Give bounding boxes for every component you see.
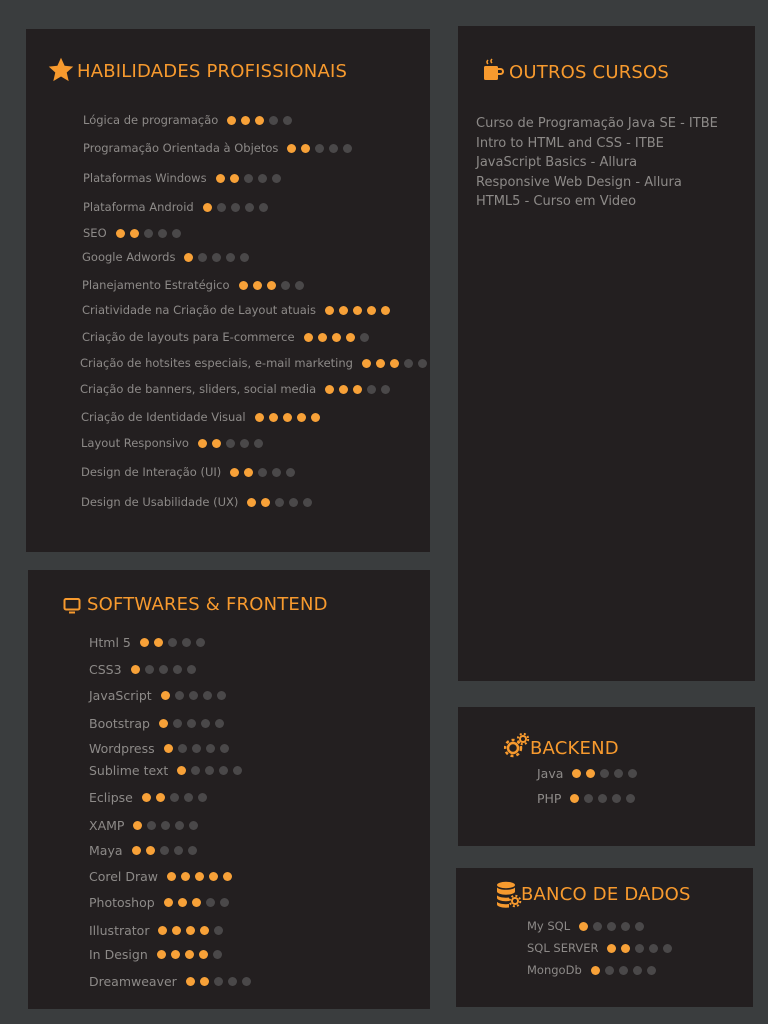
rating-dot-filled bbox=[301, 144, 310, 153]
rating-dot-empty bbox=[303, 498, 312, 507]
skill-row bbox=[89, 741, 234, 756]
rating-dot-empty bbox=[175, 691, 184, 700]
skill-rating bbox=[133, 821, 203, 830]
skill-row bbox=[82, 250, 254, 264]
rating-dot-empty bbox=[626, 794, 635, 803]
rating-dot-empty bbox=[281, 281, 290, 290]
rating-dot-empty bbox=[160, 846, 169, 855]
rating-dot-filled bbox=[177, 766, 186, 775]
rating-dot-empty bbox=[178, 744, 187, 753]
rating-dot-empty bbox=[663, 944, 672, 953]
rating-dot-empty bbox=[633, 966, 642, 975]
rating-dot-empty bbox=[418, 359, 427, 368]
skill-row bbox=[81, 465, 300, 479]
rating-dot-filled bbox=[171, 950, 180, 959]
skill-row bbox=[83, 226, 186, 240]
rating-dot-empty bbox=[245, 203, 254, 212]
skill-label: Criatividade na Criação de Layout atuais bbox=[82, 303, 316, 317]
skill-label: My SQL bbox=[527, 919, 571, 933]
skill-row bbox=[89, 947, 227, 962]
skill-rating bbox=[164, 744, 234, 753]
rating-dot-empty bbox=[184, 793, 193, 802]
rating-dot-empty bbox=[187, 665, 196, 674]
rating-dot-empty bbox=[182, 638, 191, 647]
rating-dot-filled bbox=[325, 306, 334, 315]
skill-label: SEO bbox=[83, 226, 107, 240]
rating-dot-empty bbox=[170, 793, 179, 802]
skill-label: SQL SERVER bbox=[527, 941, 599, 955]
rating-dot-filled bbox=[311, 413, 320, 422]
rating-dot-filled bbox=[230, 468, 239, 477]
rating-dot-empty bbox=[220, 898, 229, 907]
rating-dot-filled bbox=[164, 744, 173, 753]
rating-dot-empty bbox=[295, 281, 304, 290]
skill-label: Maya bbox=[89, 843, 123, 858]
skill-row bbox=[89, 790, 212, 805]
skill-rating bbox=[164, 898, 234, 907]
rating-dot-empty bbox=[286, 468, 295, 477]
outros-cursos-panel bbox=[458, 26, 755, 681]
rating-dot-empty bbox=[607, 922, 616, 931]
rating-dot-filled bbox=[216, 174, 225, 183]
skill-rating bbox=[579, 922, 649, 931]
rating-dot-filled bbox=[367, 306, 376, 315]
rating-dot-empty bbox=[254, 439, 263, 448]
rating-dot-filled bbox=[325, 385, 334, 394]
skill-row bbox=[83, 113, 297, 127]
rating-dot-empty bbox=[189, 821, 198, 830]
rating-dot-empty bbox=[612, 794, 621, 803]
skill-row bbox=[527, 919, 649, 933]
rating-dot-filled bbox=[223, 872, 232, 881]
rating-dot-filled bbox=[198, 439, 207, 448]
rating-dot-empty bbox=[240, 439, 249, 448]
skill-row bbox=[89, 716, 229, 731]
rating-dot-filled bbox=[269, 413, 278, 422]
backend-title: BACKEND bbox=[530, 738, 619, 759]
skill-label: Plataforma Android bbox=[83, 200, 194, 214]
rating-dot-empty bbox=[343, 144, 352, 153]
rating-dot-empty bbox=[173, 665, 182, 674]
skill-row bbox=[89, 843, 202, 858]
rating-dot-filled bbox=[172, 926, 181, 935]
rating-dot-empty bbox=[649, 944, 658, 953]
skill-row bbox=[81, 410, 325, 424]
banco-title: BANCO DE DADOS bbox=[521, 884, 691, 905]
rating-dot-filled bbox=[283, 413, 292, 422]
rating-dot-empty bbox=[283, 116, 292, 125]
rating-dot-filled bbox=[116, 229, 125, 238]
rating-dot-filled bbox=[178, 898, 187, 907]
course-item: Curso de Programação Java SE - ITBE bbox=[476, 116, 718, 131]
skill-label: Criação de layouts para E-commerce bbox=[82, 330, 295, 344]
rating-dot-empty bbox=[226, 253, 235, 262]
rating-dot-empty bbox=[584, 794, 593, 803]
rating-dot-empty bbox=[240, 253, 249, 262]
rating-dot-empty bbox=[628, 769, 637, 778]
rating-dot-filled bbox=[261, 498, 270, 507]
rating-dot-empty bbox=[174, 846, 183, 855]
skill-label: Wordpress bbox=[89, 741, 155, 756]
rating-dot-filled bbox=[203, 203, 212, 212]
rating-dot-empty bbox=[272, 468, 281, 477]
skill-rating bbox=[287, 144, 357, 153]
skill-rating bbox=[325, 385, 395, 394]
habilidades-title: HABILIDADES PROFISSIONAIS bbox=[77, 61, 348, 82]
skill-row bbox=[527, 941, 677, 955]
rating-dot-empty bbox=[187, 719, 196, 728]
course-item: Intro to HTML and CSS - ITBE bbox=[476, 135, 664, 151]
skill-label: MongoDb bbox=[527, 963, 582, 977]
rating-dot-filled bbox=[572, 769, 581, 778]
rating-dot-empty bbox=[212, 253, 221, 262]
rating-dot-empty bbox=[175, 821, 184, 830]
rating-dot-empty bbox=[189, 691, 198, 700]
rating-dot-empty bbox=[619, 966, 628, 975]
skill-label: Eclipse bbox=[89, 790, 133, 805]
rating-dot-empty bbox=[205, 766, 214, 775]
skill-label: Google Adwords bbox=[82, 250, 176, 264]
skill-rating bbox=[158, 926, 228, 935]
rating-dot-filled bbox=[159, 719, 168, 728]
rating-dot-filled bbox=[570, 794, 579, 803]
rating-dot-empty bbox=[635, 922, 644, 931]
rating-dot-filled bbox=[244, 468, 253, 477]
skill-row bbox=[89, 818, 203, 833]
skill-row bbox=[89, 895, 234, 910]
skill-row bbox=[83, 141, 357, 155]
skill-rating bbox=[186, 977, 256, 986]
rating-dot-filled bbox=[167, 872, 176, 881]
rating-dot-filled bbox=[346, 333, 355, 342]
rating-dot-filled bbox=[181, 872, 190, 881]
rating-dot-empty bbox=[217, 203, 226, 212]
rating-dot-filled bbox=[184, 253, 193, 262]
skill-label: Photoshop bbox=[89, 895, 155, 910]
rating-dot-empty bbox=[289, 498, 298, 507]
rating-dot-filled bbox=[212, 439, 221, 448]
rating-dot-empty bbox=[233, 766, 242, 775]
skill-row bbox=[537, 791, 640, 806]
rating-dot-empty bbox=[191, 766, 200, 775]
skill-rating bbox=[159, 719, 229, 728]
cursos-list bbox=[476, 114, 718, 212]
skill-rating bbox=[198, 439, 268, 448]
rating-dot-filled bbox=[185, 950, 194, 959]
rating-dot-filled bbox=[255, 413, 264, 422]
rating-dot-filled bbox=[339, 306, 348, 315]
monitor-icon bbox=[63, 597, 81, 619]
rating-dot-filled bbox=[195, 872, 204, 881]
rating-dot-filled bbox=[131, 665, 140, 674]
skill-rating bbox=[591, 966, 661, 975]
rating-dot-filled bbox=[253, 281, 262, 290]
course-item: Responsive Web Design - Allura bbox=[476, 174, 682, 190]
skill-label: JavaScript bbox=[89, 688, 152, 703]
rating-dot-filled bbox=[199, 950, 208, 959]
rating-dot-empty bbox=[213, 950, 222, 959]
rating-dot-empty bbox=[367, 385, 376, 394]
skill-label: Plataformas Windows bbox=[83, 171, 207, 185]
rating-dot-filled bbox=[318, 333, 327, 342]
rating-dot-filled bbox=[362, 359, 371, 368]
rating-dot-filled bbox=[227, 116, 236, 125]
skill-label: In Design bbox=[89, 947, 148, 962]
rating-dot-filled bbox=[186, 977, 195, 986]
rating-dot-empty bbox=[158, 229, 167, 238]
rating-dot-empty bbox=[198, 253, 207, 262]
skill-label: Criação de hotsites especiais, e-mail marketing bbox=[80, 356, 353, 370]
skill-rating bbox=[116, 229, 186, 238]
skill-row bbox=[537, 766, 642, 781]
rating-dot-empty bbox=[360, 333, 369, 342]
rating-dot-filled bbox=[353, 385, 362, 394]
rating-dot-filled bbox=[146, 846, 155, 855]
rating-dot-filled bbox=[209, 872, 218, 881]
skill-label: XAMP bbox=[89, 818, 125, 833]
rating-dot-filled bbox=[267, 281, 276, 290]
skill-rating bbox=[216, 174, 286, 183]
rating-dot-empty bbox=[206, 744, 215, 753]
rating-dot-filled bbox=[332, 333, 341, 342]
softwares-title: SOFTWARES & FRONTEND bbox=[87, 594, 328, 615]
rating-dot-filled bbox=[133, 821, 142, 830]
rating-dot-filled bbox=[247, 498, 256, 507]
rating-dot-empty bbox=[593, 922, 602, 931]
skill-row bbox=[82, 330, 374, 344]
rating-dot-empty bbox=[220, 744, 229, 753]
rating-dot-filled bbox=[164, 898, 173, 907]
rating-dot-filled bbox=[339, 385, 348, 394]
skill-row bbox=[80, 356, 432, 370]
skill-rating bbox=[255, 413, 325, 422]
rating-dot-empty bbox=[404, 359, 413, 368]
rating-dot-empty bbox=[192, 744, 201, 753]
skill-label: Criação de Identidade Visual bbox=[81, 410, 246, 424]
rating-dot-empty bbox=[272, 174, 281, 183]
rating-dot-filled bbox=[579, 922, 588, 931]
skill-rating bbox=[325, 306, 395, 315]
rating-dot-empty bbox=[198, 793, 207, 802]
rating-dot-filled bbox=[297, 413, 306, 422]
skill-row bbox=[89, 974, 256, 989]
rating-dot-empty bbox=[147, 821, 156, 830]
rating-dot-empty bbox=[614, 769, 623, 778]
outros-cursos-title: OUTROS CURSOS bbox=[509, 62, 670, 83]
rating-dot-filled bbox=[156, 793, 165, 802]
skill-row bbox=[82, 303, 395, 317]
rating-dot-filled bbox=[239, 281, 248, 290]
rating-dot-filled bbox=[142, 793, 151, 802]
skill-rating bbox=[304, 333, 374, 342]
skill-row bbox=[81, 436, 268, 450]
rating-dot-empty bbox=[161, 821, 170, 830]
skill-rating bbox=[131, 665, 201, 674]
rating-dot-filled bbox=[390, 359, 399, 368]
skill-label: Design de Usabilidade (UX) bbox=[81, 495, 239, 509]
rating-dot-filled bbox=[186, 926, 195, 935]
rating-dot-filled bbox=[287, 144, 296, 153]
skill-rating bbox=[157, 950, 227, 959]
rating-dot-filled bbox=[161, 691, 170, 700]
rating-dot-filled bbox=[154, 638, 163, 647]
backend-panel bbox=[458, 707, 755, 846]
rating-dot-empty bbox=[275, 498, 284, 507]
rating-dot-filled bbox=[157, 950, 166, 959]
rating-dot-empty bbox=[621, 922, 630, 931]
rating-dot-empty bbox=[214, 926, 223, 935]
rating-dot-empty bbox=[228, 977, 237, 986]
skill-label: PHP bbox=[537, 791, 562, 806]
rating-dot-empty bbox=[329, 144, 338, 153]
skill-rating bbox=[230, 468, 300, 477]
rating-dot-empty bbox=[647, 966, 656, 975]
star-icon bbox=[47, 56, 75, 88]
rating-dot-filled bbox=[586, 769, 595, 778]
skill-row bbox=[89, 688, 231, 703]
skill-label: Criação de banners, sliders, social media bbox=[80, 382, 317, 396]
skill-row bbox=[83, 171, 286, 185]
rating-dot-filled bbox=[130, 229, 139, 238]
rating-dot-filled bbox=[381, 306, 390, 315]
rating-dot-filled bbox=[200, 977, 209, 986]
rating-dot-filled bbox=[353, 306, 362, 315]
rating-dot-empty bbox=[598, 794, 607, 803]
rating-dot-empty bbox=[215, 719, 224, 728]
skill-label: Bootstrap bbox=[89, 716, 150, 731]
skill-label: Java bbox=[537, 766, 564, 781]
skill-label: Programação Orientada à Objetos bbox=[83, 141, 279, 155]
skill-row bbox=[89, 763, 247, 778]
rating-dot-filled bbox=[200, 926, 209, 935]
skill-rating bbox=[227, 116, 297, 125]
rating-dot-empty bbox=[381, 385, 390, 394]
skill-rating bbox=[572, 769, 642, 778]
skill-rating bbox=[239, 281, 309, 290]
rating-dot-empty bbox=[635, 944, 644, 953]
skill-label: Lógica de programação bbox=[83, 113, 219, 127]
skill-label: Html 5 bbox=[89, 635, 131, 650]
rating-dot-empty bbox=[159, 665, 168, 674]
gears-icon bbox=[504, 732, 530, 762]
rating-dot-empty bbox=[188, 846, 197, 855]
rating-dot-empty bbox=[145, 665, 154, 674]
skill-rating bbox=[161, 691, 231, 700]
skill-rating bbox=[132, 846, 202, 855]
skill-rating bbox=[203, 203, 273, 212]
softwares-panel bbox=[28, 570, 430, 1009]
rating-dot-empty bbox=[144, 229, 153, 238]
rating-dot-empty bbox=[269, 116, 278, 125]
rating-dot-empty bbox=[600, 769, 609, 778]
habilidades-panel bbox=[26, 29, 430, 552]
rating-dot-empty bbox=[244, 174, 253, 183]
rating-dot-filled bbox=[255, 116, 264, 125]
skill-label: Sublime text bbox=[89, 763, 169, 778]
database-gear-icon bbox=[496, 881, 522, 913]
skill-rating bbox=[570, 794, 640, 803]
skill-rating bbox=[362, 359, 432, 368]
skill-label: Design de Interação (UI) bbox=[81, 465, 222, 479]
rating-dot-empty bbox=[214, 977, 223, 986]
skill-row bbox=[82, 278, 309, 292]
skill-rating bbox=[184, 253, 254, 262]
skill-row bbox=[527, 963, 661, 977]
rating-dot-empty bbox=[201, 719, 210, 728]
rating-dot-empty bbox=[172, 229, 181, 238]
skill-row bbox=[81, 495, 317, 509]
rating-dot-empty bbox=[258, 468, 267, 477]
skill-rating bbox=[167, 872, 237, 881]
skill-row bbox=[89, 869, 237, 884]
skill-row bbox=[80, 382, 395, 396]
course-item: HTML5 - Curso em Video bbox=[476, 194, 637, 209]
rating-dot-empty bbox=[259, 203, 268, 212]
rating-dot-empty bbox=[203, 691, 212, 700]
skill-label: Dreamweaver bbox=[89, 974, 177, 989]
rating-dot-filled bbox=[140, 638, 149, 647]
coffee-cup-icon bbox=[482, 58, 504, 86]
rating-dot-empty bbox=[168, 638, 177, 647]
rating-dot-filled bbox=[132, 846, 141, 855]
skill-rating bbox=[247, 498, 317, 507]
skill-label: Corel Draw bbox=[89, 869, 159, 884]
rating-dot-filled bbox=[192, 898, 201, 907]
skill-label: Planejamento Estratégico bbox=[82, 278, 230, 292]
skill-rating bbox=[177, 766, 247, 775]
rating-dot-filled bbox=[230, 174, 239, 183]
skill-row bbox=[89, 923, 228, 938]
rating-dot-empty bbox=[206, 898, 215, 907]
skill-label: Illustrator bbox=[89, 923, 150, 938]
rating-dot-empty bbox=[242, 977, 251, 986]
rating-dot-filled bbox=[376, 359, 385, 368]
skill-rating bbox=[607, 944, 677, 953]
rating-dot-filled bbox=[241, 116, 250, 125]
rating-dot-empty bbox=[605, 966, 614, 975]
skill-rating bbox=[142, 793, 212, 802]
rating-dot-filled bbox=[591, 966, 600, 975]
banco-panel bbox=[456, 868, 753, 1007]
course-item: JavaScript Basics - Allura bbox=[476, 155, 638, 170]
skill-label: CSS3 bbox=[89, 662, 122, 677]
skill-row bbox=[89, 662, 201, 677]
rating-dot-empty bbox=[196, 638, 205, 647]
rating-dot-empty bbox=[226, 439, 235, 448]
rating-dot-empty bbox=[217, 691, 226, 700]
skill-row bbox=[83, 200, 273, 214]
rating-dot-filled bbox=[607, 944, 616, 953]
rating-dot-filled bbox=[621, 944, 630, 953]
skill-rating bbox=[140, 638, 210, 647]
skill-row bbox=[89, 635, 210, 650]
rating-dot-filled bbox=[158, 926, 167, 935]
rating-dot-empty bbox=[219, 766, 228, 775]
rating-dot-empty bbox=[231, 203, 240, 212]
rating-dot-empty bbox=[258, 174, 267, 183]
rating-dot-filled bbox=[304, 333, 313, 342]
rating-dot-empty bbox=[315, 144, 324, 153]
skill-label: Layout Responsivo bbox=[81, 436, 189, 450]
rating-dot-empty bbox=[173, 719, 182, 728]
